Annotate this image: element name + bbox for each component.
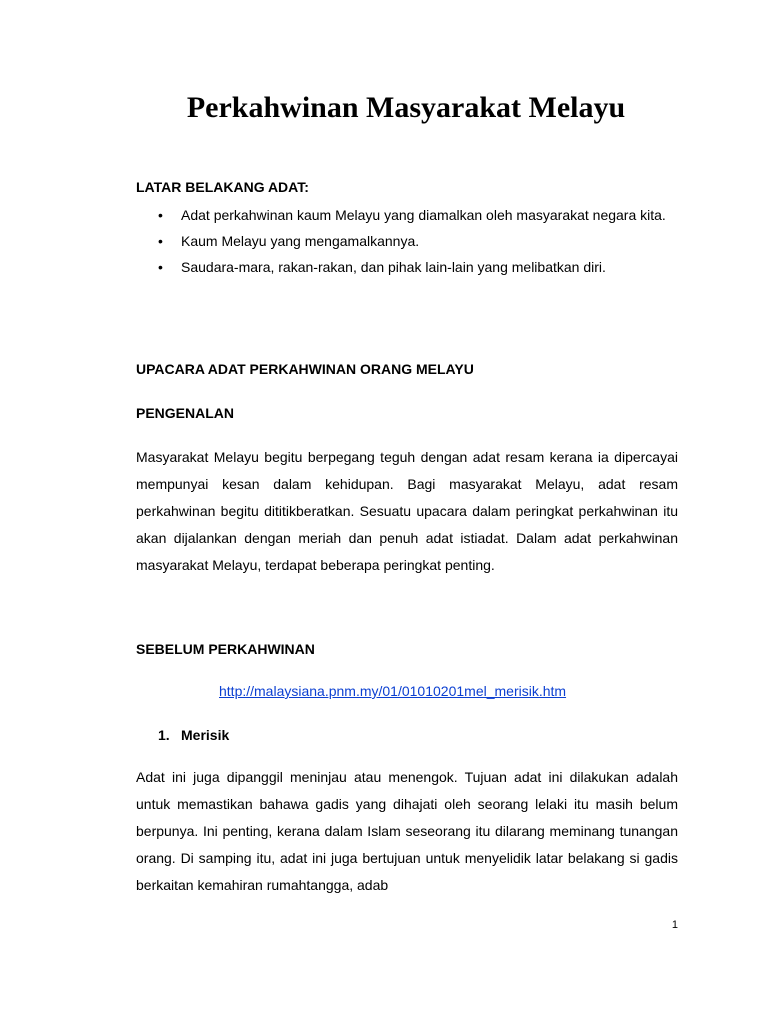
pengenalan-paragraph: Masyarakat Melayu begitu berpegang teguh dengan adat resam kerana ia dipercayai mempunyai kesan dalam kehidupan. Bagi masyarakat Melayu, adat resam perkahwinan begitu dititikberatkan. Sesuatu upacara dalam peringkat perkahwinan itu akan dijalankan dengan meriah dan penuh adat istiadat. Dalam adat perkahwinan masyarakat Melayu, terdapat beberapa peringkat penting. bbox=[136, 449, 678, 573]
merisik-link[interactable]: http://malaysiana.pnm.my/01/01010201mel_merisik.htm bbox=[219, 683, 567, 699]
list-item bbox=[136, 202, 676, 228]
bullet-icon: • bbox=[158, 259, 163, 275]
item-number: 1. bbox=[158, 727, 170, 743]
list-item bbox=[136, 228, 676, 254]
numbered-heading-merisik bbox=[158, 726, 229, 744]
heading-pengenalan: PENGENALAN bbox=[136, 405, 235, 421]
heading-latar-belakang: LATAR BELAKANG ADAT: bbox=[136, 179, 309, 195]
heading-sebelum-perkahwinan: SEBELUM PERKAHWINAN bbox=[136, 641, 315, 657]
page-number: 1 bbox=[671, 919, 678, 931]
list-item bbox=[136, 254, 676, 280]
heading-upacara: UPACARA ADAT PERKAHWINAN ORANG MELAYU bbox=[136, 361, 474, 377]
bullet-icon: • bbox=[158, 207, 163, 223]
merisik-paragraph: Adat ini juga dipanggil meninjau atau menengok. Tujuan adat ini dilakukan adalah untuk memastikan bahawa gadis yang dihajati oleh seorang lelaki itu masih belum berpunya. Ini penting, kerana dalam Islam seseorang itu dilarang meminang tunangan orang. Di samping itu, adat ini juga bertujuan untuk menyelidik latar belakang si gadis berkaitan kemahiran rumahtangga, adab bbox=[136, 769, 678, 893]
document-title: Perkahwinan Masyarakat Melayu bbox=[186, 91, 626, 124]
bullet-text: Saudara-mara, rakan-rakan, dan pihak lain-lain yang melibatkan diri. bbox=[181, 259, 606, 275]
item-title: Merisik bbox=[181, 727, 230, 743]
latar-bullet-list bbox=[136, 202, 676, 280]
bullet-text: Kaum Melayu yang mengamalkannya. bbox=[181, 233, 420, 249]
bullet-text: Adat perkahwinan kaum Melayu yang diamalkan oleh masyarakat negara kita. bbox=[181, 207, 666, 223]
bullet-icon: • bbox=[158, 233, 163, 249]
